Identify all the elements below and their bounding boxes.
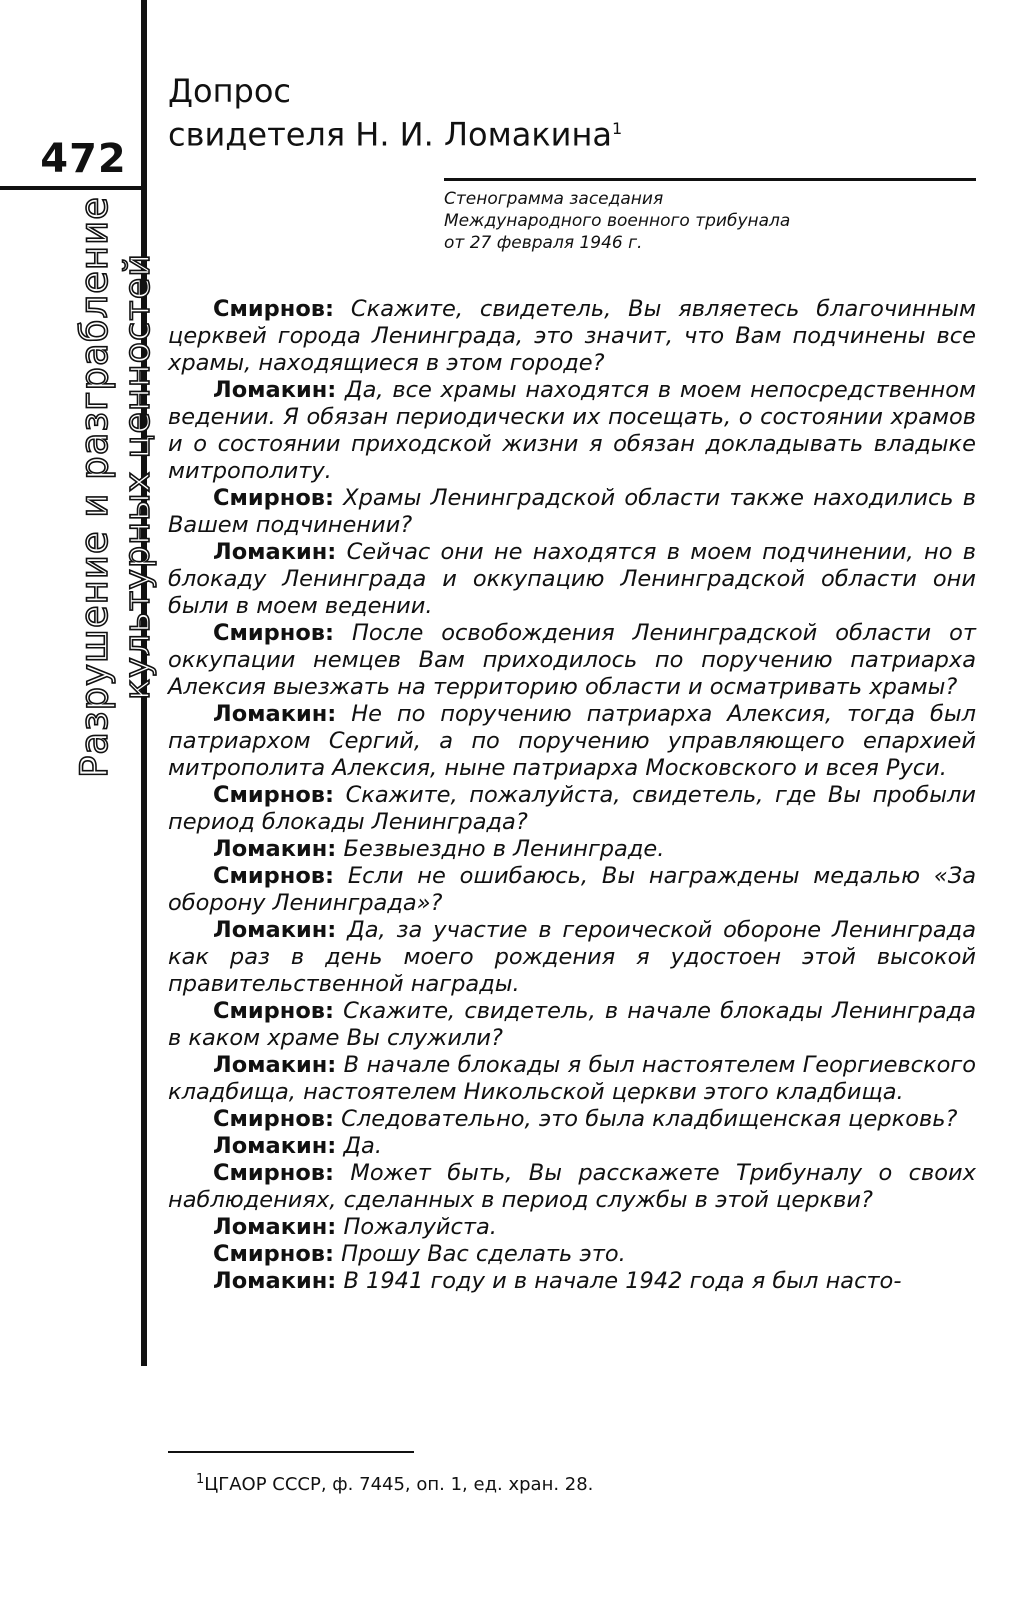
speaker-name: Смирнов: [213,620,335,646]
footnote [196,1472,593,1495]
speaker-name: Ломакин: [213,1214,337,1240]
dialogue-paragraph [168,836,976,863]
speaker-name: Смирнов: [213,998,335,1024]
document-subtitle [444,188,790,254]
speech-text: Скажите, пожалуйста, свидетель, где Вы пробыли период блокады Ленинграда? [168,782,976,835]
running-head-line-2: культурных ценностей [118,253,158,700]
speaker-name: Ломакин: [213,1133,337,1159]
dialogue-paragraph [168,1160,976,1214]
speech-text: Может быть, Вы расскажете Трибуналу о своих наблюдениях, сделанных в период службы в этой церкви? [168,1160,976,1213]
speaker-name: Смирнов: [213,1241,335,1267]
running-head-line-1: Разрушение и разграбление [73,196,116,778]
speaker-name: Смирнов: [213,1160,335,1186]
dialogue-paragraph [168,1268,976,1295]
speaker-name: Смирнов: [213,485,335,511]
speaker-name: Смирнов: [213,782,335,808]
speech-text: Если не ошибаюсь, Вы награждены медалью «За оборону Ленинграда»? [168,863,976,916]
dialogue-paragraph [168,485,976,539]
footnote-text: ЦГАОР СССР, ф. 7445, оп. 1, ед. хран. 28. [204,1474,594,1495]
dialogue-paragraph [168,1214,976,1241]
dialogue-paragraph [168,998,976,1052]
document-title [168,72,622,154]
speaker-name: Ломакин: [213,1052,337,1078]
dialogue-paragraph [168,1106,976,1133]
speech-text: Да, за участие в героической обороне Ленинграда как раз в день моего рождения я удостоен этой высокой правительственной награды. [168,917,976,997]
title-line-2-text: свидетеля Н. И. Ломакина [168,115,612,154]
speech-text: В 1941 году и в начале 1942 года я был насто- [336,1268,902,1294]
dialogue-paragraph [168,1133,976,1160]
dialogue-paragraph [168,701,976,782]
speech-text: В начале блокады я был настоятелем Георгиевского кладбища, настоятелем Никольской церкви этого кладбища. [168,1052,976,1105]
dialogue-paragraph [168,917,976,998]
dialogue-paragraph [168,1241,976,1268]
speaker-name: Смирнов: [213,296,335,322]
speaker-name: Ломакин: [213,917,337,943]
title-line-1: Допрос [168,72,291,110]
dialogue-paragraph [168,1052,976,1106]
dialogue-paragraph [168,377,976,485]
page-number-rule [0,186,143,190]
dialogue-paragraph [168,620,976,701]
speech-text: Не по поручению патриарха Алексия, тогда был патриархом Сергий, а по поручению управляющего епархией митрополита Алексия, ныне патриарха Московского и всея Руси. [168,701,976,781]
speech-text: Сейчас они не находятся в моем подчинении, но в блокаду Ленинграда и оккупацию Ленинградской области они были в моем ведении. [168,539,976,619]
speech-text: Скажите, свидетель, Вы являетесь благочинным церквей города Ленинграда, это значит, что Вам подчинены все храмы, находящиеся в этом городе? [168,296,976,376]
title-rule [444,178,976,181]
speech-text: Скажите, свидетель, в начале блокады Ленинграда в каком храме Вы служили? [168,998,976,1051]
speaker-name: Смирнов: [213,863,335,889]
footnote-mark: 1 [196,1472,205,1487]
speech-text: Пожалуйста. [336,1214,497,1240]
speaker-name: Ломакин: [213,701,337,727]
subtitle-line-1: Стенограмма заседания [444,189,664,209]
dialogue-paragraph [168,296,976,377]
speech-text: Прошу Вас сделать это. [334,1241,626,1267]
speech-text: После освобождения Ленинградской области от оккупации немцев Вам приходилось по поручению патриарха Алексия выезжать на территорию области и осматривать храмы? [168,620,976,700]
subtitle-line-3: от 27 февраля 1946 г. [444,233,643,253]
speech-text: Да, все храмы находятся в моем непосредственном ведении. Я обязан периодически их посещать, о состоянии храмов и о состоянии приходской жизни я обязан докладывать владыке митрополиту. [168,377,976,484]
speech-text: Да. [336,1133,382,1159]
subtitle-line-2: Международного военного трибунала [444,211,791,231]
speech-text: Храмы Ленинградской области также находились в Вашем подчинении? [168,485,976,538]
speaker-name: Ломакин: [213,377,337,403]
transcript-body [168,296,976,1295]
speech-text: Следовательно, это была кладбищенская церковь? [334,1106,958,1132]
page-number: 472 [40,136,127,182]
title-footnote-mark: 1 [612,119,623,138]
speech-text: Безвыездно в Ленинграде. [336,836,665,862]
speaker-name: Ломакин: [213,836,337,862]
dialogue-paragraph [168,539,976,620]
speaker-name: Смирнов: [213,1106,335,1132]
speaker-name: Ломакин: [213,539,337,565]
title-line-2 [168,110,622,154]
dialogue-paragraph [168,863,976,917]
speaker-name: Ломакин: [213,1268,337,1294]
footnote-rule [168,1451,414,1453]
dialogue-paragraph [168,782,976,836]
